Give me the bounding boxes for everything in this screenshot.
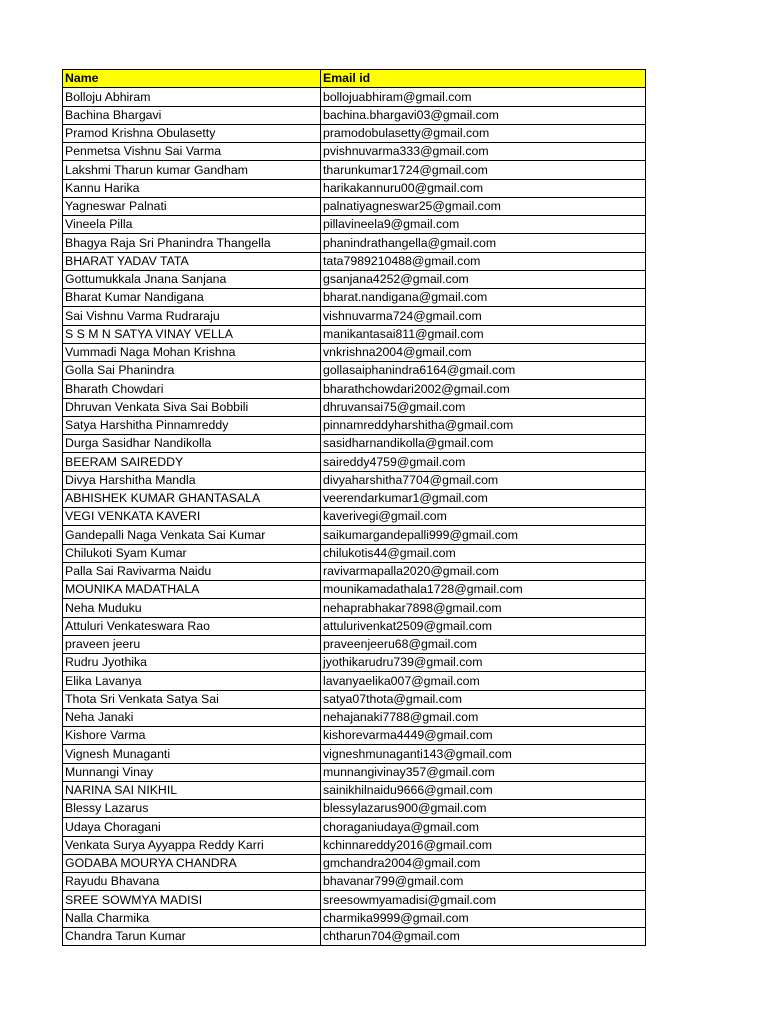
table-row [63,672,646,690]
name-cell[interactable]: Durga Sasidhar Nandikolla [63,435,321,453]
email-cell[interactable]: lavanyaelika007@gmail.com [321,672,646,690]
email-cell[interactable]: dhruvansai75@gmail.com [321,398,646,416]
email-cell[interactable]: mounikamadathala1728@gmail.com [321,581,646,599]
email-cell[interactable]: munnangivinay357@gmail.com [321,763,646,781]
email-cell[interactable]: sasidharnandikolla@gmail.com [321,435,646,453]
name-cell[interactable]: Munnangi Vinay [63,763,321,781]
table-row [63,635,646,653]
table-row [63,435,646,453]
email-cell[interactable]: chtharun704@gmail.com [321,927,646,945]
name-cell[interactable]: Blessy Lazarus [63,800,321,818]
email-cell[interactable]: manikantasai811@gmail.com [321,325,646,343]
table-row [63,526,646,544]
name-cell[interactable]: Attuluri Venkateswara Rao [63,617,321,635]
email-cell[interactable]: bharathchowdari2002@gmail.com [321,380,646,398]
name-cell[interactable]: Nalla Charmika [63,909,321,927]
table-row [63,781,646,799]
table-row [63,617,646,635]
table-row [63,234,646,252]
name-cell[interactable]: Venkata Surya Ayyappa Reddy Karri [63,836,321,854]
table-row [63,106,646,124]
table-row [63,544,646,562]
email-cell[interactable]: pvishnuvarma333@gmail.com [321,143,646,161]
name-cell[interactable]: S S M N SATYA VINAY VELLA [63,325,321,343]
email-cell[interactable]: gollasaiphanindra6164@gmail.com [321,362,646,380]
email-cell[interactable]: bollojuabhiram@gmail.com [321,88,646,106]
name-cell[interactable]: Kannu Harika [63,179,321,197]
email-cell[interactable]: kaverivegi@gmail.com [321,508,646,526]
table-row [63,471,646,489]
name-cell[interactable]: Thota Sri Venkata Satya Sai [63,690,321,708]
email-cell[interactable]: veerendarkumar1@gmail.com [321,489,646,507]
email-cell[interactable]: tharunkumar1724@gmail.com [321,161,646,179]
table-row [63,800,646,818]
email-cell[interactable]: gmchandra2004@gmail.com [321,854,646,872]
name-cell[interactable]: SREE SOWMYA MADISI [63,891,321,909]
name-cell[interactable]: Bhagya Raja Sri Phanindra Thangella [63,234,321,252]
name-cell[interactable]: Kishore Varma [63,727,321,745]
column-header-name[interactable]: Name [63,70,321,88]
table-row [63,270,646,288]
name-cell[interactable]: Sai Vishnu Varma Rudraraju [63,307,321,325]
table-row [63,362,646,380]
name-cell[interactable]: Chilukoti Syam Kumar [63,544,321,562]
name-cell[interactable]: Udaya Choragani [63,818,321,836]
email-cell[interactable]: bharat.nandigana@gmail.com [321,289,646,307]
name-cell[interactable]: Dhruvan Venkata Siva Sai Bobbili [63,398,321,416]
name-cell[interactable]: ABHISHEK KUMAR GHANTASALA [63,489,321,507]
table-row [63,88,646,106]
name-cell[interactable]: Bachina Bhargavi [63,106,321,124]
table-row [63,508,646,526]
table-row [63,708,646,726]
table-row [63,252,646,270]
name-cell[interactable]: GODABA MOURYA CHANDRA [63,854,321,872]
name-cell[interactable]: Penmetsa Vishnu Sai Varma [63,143,321,161]
name-cell[interactable]: Gottumukkala Jnana Sanjana [63,270,321,288]
email-cell[interactable]: saireddy4759@gmail.com [321,453,646,471]
name-cell[interactable]: VEGI VENKATA KAVERI [63,508,321,526]
table-row [63,216,646,234]
table-row [63,690,646,708]
email-cell[interactable]: divyaharshitha7704@gmail.com [321,471,646,489]
column-header-email[interactable]: Email id [321,70,646,88]
email-cell[interactable]: chilukotis44@gmail.com [321,544,646,562]
table-row [63,599,646,617]
email-cell[interactable]: nehajanaki7788@gmail.com [321,708,646,726]
table-row [63,325,646,343]
table-row [63,197,646,215]
email-cell[interactable]: praveenjeeru68@gmail.com [321,635,646,653]
email-cell[interactable]: pillavineela9@gmail.com [321,216,646,234]
table-row [63,343,646,361]
table-row [63,654,646,672]
table-body [63,88,646,946]
contact-table [62,69,646,946]
name-cell[interactable]: Pramod Krishna Obulasetty [63,124,321,142]
name-cell[interactable]: Vummadi Naga Mohan Krishna [63,343,321,361]
name-cell[interactable]: NARINA SAI NIKHIL [63,781,321,799]
table-row [63,380,646,398]
email-cell[interactable]: satya07thota@gmail.com [321,690,646,708]
table-row [63,873,646,891]
name-cell[interactable]: Divya Harshitha Mandla [63,471,321,489]
name-cell[interactable]: Rudru Jyothika [63,654,321,672]
email-cell[interactable]: blessylazarus900@gmail.com [321,800,646,818]
table-row [63,416,646,434]
email-cell[interactable]: phanindrathangella@gmail.com [321,234,646,252]
table-row [63,161,646,179]
email-cell[interactable]: gsanjana4252@gmail.com [321,270,646,288]
table-row [63,581,646,599]
name-cell[interactable]: Chandra Tarun Kumar [63,927,321,945]
table-row [63,836,646,854]
email-cell[interactable]: vnkrishna2004@gmail.com [321,343,646,361]
name-cell[interactable]: Vignesh Munaganti [63,745,321,763]
name-cell[interactable]: Bharat Kumar Nandigana [63,289,321,307]
table-row [63,854,646,872]
name-cell[interactable]: MOUNIKA MADATHALA [63,581,321,599]
name-cell[interactable]: Bharath Chowdari [63,380,321,398]
email-cell[interactable]: attulurivenkat2509@gmail.com [321,617,646,635]
name-cell[interactable]: Lakshmi Tharun kumar Gandham [63,161,321,179]
email-cell[interactable]: tata7989210488@gmail.com [321,252,646,270]
table-row [63,745,646,763]
table-row [63,818,646,836]
name-cell[interactable]: Yagneswar Palnati [63,197,321,215]
email-cell[interactable]: nehaprabhakar7898@gmail.com [321,599,646,617]
table-row [63,453,646,471]
email-cell[interactable]: vishnuvarma724@gmail.com [321,307,646,325]
header-row [63,70,646,88]
email-cell[interactable]: bhavanar799@gmail.com [321,873,646,891]
name-cell[interactable]: BEERAM SAIREDDY [63,453,321,471]
table-row [63,891,646,909]
name-cell[interactable]: Rayudu Bhavana [63,873,321,891]
table-row [63,562,646,580]
name-cell[interactable]: Bolloju Abhiram [63,88,321,106]
name-cell[interactable]: praveen jeeru [63,635,321,653]
email-cell[interactable]: harikakannuru00@gmail.com [321,179,646,197]
email-cell[interactable]: kishorevarma4449@gmail.com [321,727,646,745]
name-cell[interactable]: Neha Muduku [63,599,321,617]
table-row [63,909,646,927]
name-cell[interactable]: Golla Sai Phanindra [63,362,321,380]
email-cell[interactable]: sreesowmyamadisi@gmail.com [321,891,646,909]
email-cell[interactable]: bachina.bhargavi03@gmail.com [321,106,646,124]
name-cell[interactable]: Gandepalli Naga Venkata Sai Kumar [63,526,321,544]
name-cell[interactable]: Vineela Pilla [63,216,321,234]
table-row [63,307,646,325]
table-row [63,489,646,507]
email-cell[interactable]: jyothikarudru739@gmail.com [321,654,646,672]
name-cell[interactable]: BHARAT YADAV TATA [63,252,321,270]
email-cell[interactable]: ravivarmapalla2020@gmail.com [321,562,646,580]
table-row [63,124,646,142]
email-cell[interactable]: choraganiudaya@gmail.com [321,818,646,836]
name-cell[interactable]: Neha Janaki [63,708,321,726]
table-row [63,763,646,781]
table-row [63,927,646,945]
email-cell[interactable]: vigneshmunaganti143@gmail.com [321,745,646,763]
email-cell[interactable]: palnatiyagneswar25@gmail.com [321,197,646,215]
table-row [63,143,646,161]
email-cell[interactable]: kchinnareddy2016@gmail.com [321,836,646,854]
email-cell[interactable]: pinnamreddyharshitha@gmail.com [321,416,646,434]
table-row [63,398,646,416]
email-cell[interactable]: saikumargandepalli999@gmail.com [321,526,646,544]
table-row [63,727,646,745]
table-row [63,179,646,197]
email-cell[interactable]: pramodobulasetty@gmail.com [321,124,646,142]
name-cell[interactable]: Elika Lavanya [63,672,321,690]
name-cell[interactable]: Palla Sai Ravivarma Naidu [63,562,321,580]
name-cell[interactable]: Satya Harshitha Pinnamreddy [63,416,321,434]
table-row [63,289,646,307]
email-cell[interactable]: charmika9999@gmail.com [321,909,646,927]
email-cell[interactable]: sainikhilnaidu9666@gmail.com [321,781,646,799]
